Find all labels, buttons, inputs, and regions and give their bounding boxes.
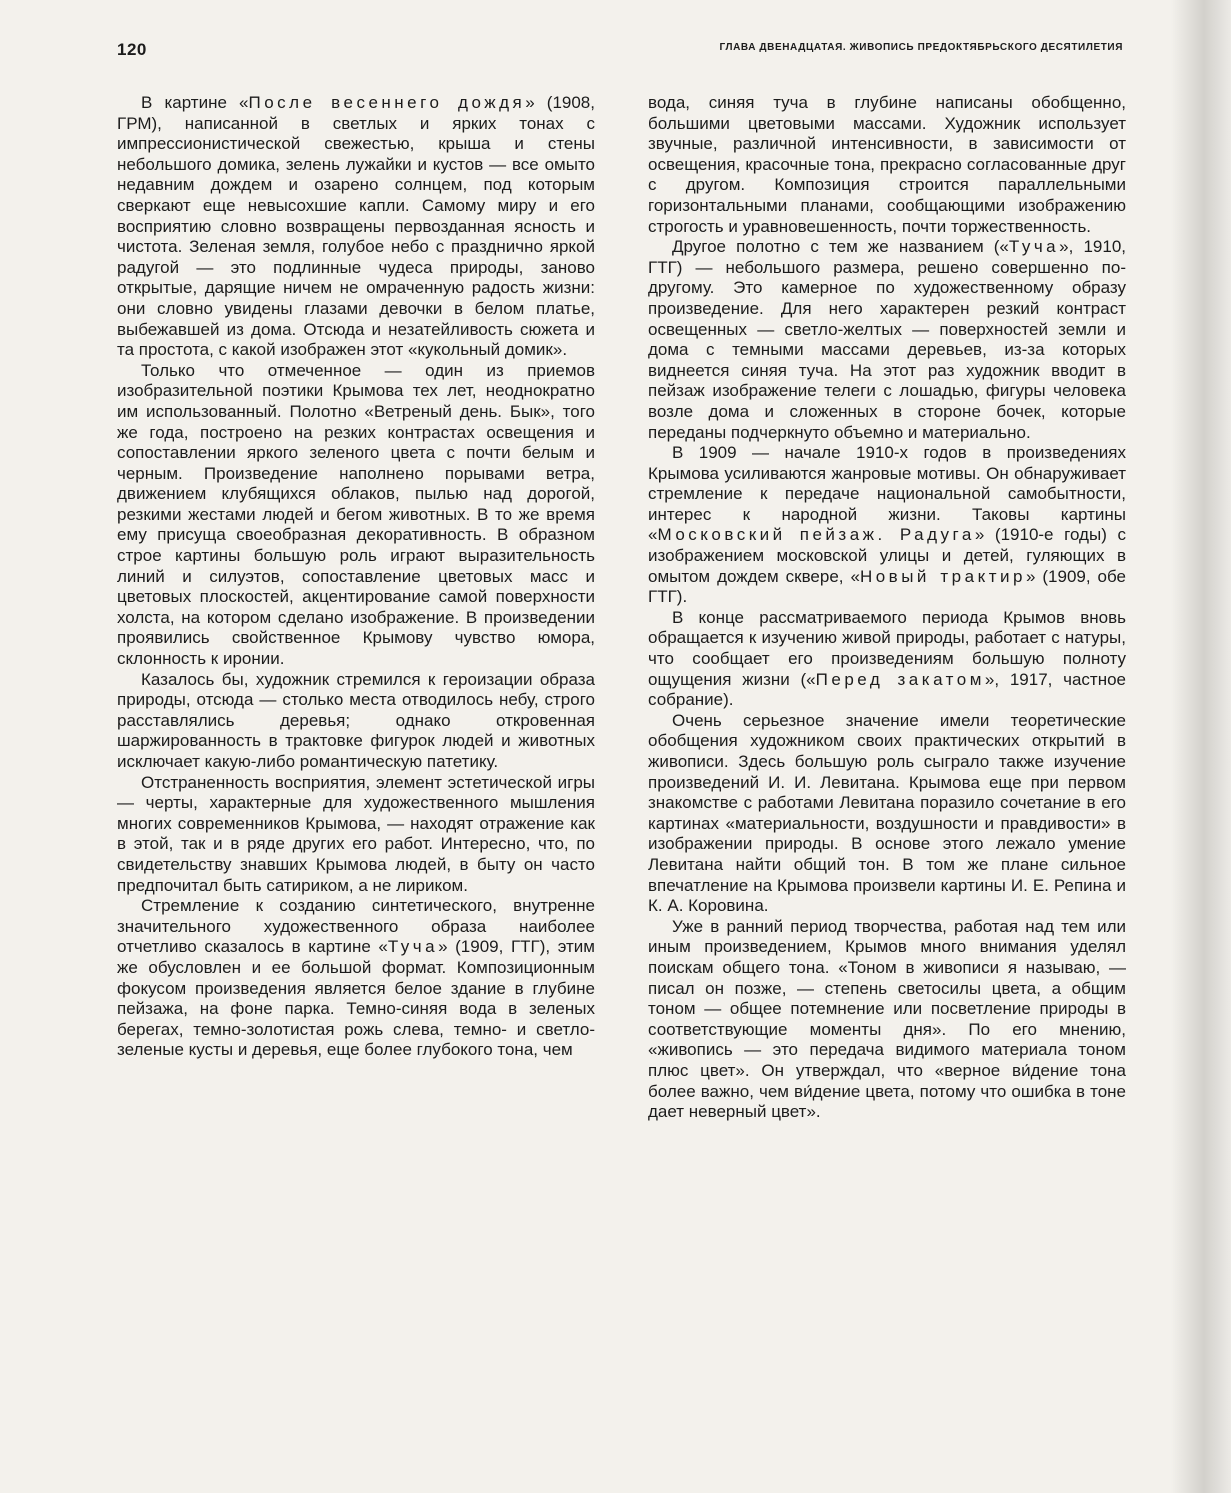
artwork-title: Московский пейзаж. Радуга: [657, 525, 975, 545]
text-run: », 1910, ГТГ) — небольшого размера, решено совершенно по-другому. Это камерное по художественному образу произведение. Для него характерен резкий контраст освещенных — светло-желтых — поверхностей земли и дома с темными массами деревьев, из-за которых виднеется синяя туча. На этот раз художник вводит в пейзаж изображение телеги с лошадью, фигуры человека возле дома и сложенных в стороне бочек, которые переданы подчеркнуто объемно и материально.: [648, 237, 1126, 442]
page-number: 120: [117, 40, 147, 59]
paragraph: Казалось бы, художник стремился к героизации образа природы, отсюда — столько места отводилось небу, строго расставлялись деревья; однако откровенная шаржированность в трактовке фигурок людей и животных исключает какую-либо романтическую патетику.: [117, 669, 595, 771]
chapter-title: ГЛАВА ДВЕНАДЦАТАЯ. ЖИВОПИСЬ ПРЕДОКТЯБРЬСКОГО ДЕСЯТИЛЕТИЯ: [719, 42, 1123, 53]
paragraph: [117, 93, 595, 361]
text-run: Другое полотно с тем же названием («: [672, 237, 1009, 257]
paragraph: [648, 237, 1126, 443]
text-run: Стремление к созданию синтетического, внутренне значительного художественного образа наиболее отчетливо сказалось в картине «: [117, 896, 595, 957]
text-run: » (1908, ГРМ), написанной в светлых и ярких тонах с импрессионистической свежестью, крыша и стены небольшого домика, зелень лужайки и кустов — все омыто недавним дождем и озарено солнцем, под которым сверкают еще невысохшие капли. Самому миру и его восприятию словно возвращены первозданная ясность и чистота. Зеленая земля, голубое небо с празднично яркой радугой — это подлинные чудеса природы, заново открытые, дарящие ничем не омраченную радость жизни: они словно увидены глазами девочки в белом платье, выбежавшей из дома. Отсюда и незатейливость сюжета и та простота, с какой изображен этот «кукольный домик».: [117, 93, 595, 360]
running-head: [117, 40, 1123, 64]
artwork-title: Туча: [1008, 237, 1060, 257]
left-column: [117, 93, 595, 1061]
text-run: » (1910-е годы) с изображением московской улицы и детей, гуляющих в омытом дождем сквере, «: [648, 525, 1126, 586]
paragraph: Уже в ранний период творчества, работая над тем или иным произведением, Крымов много внимания уделял поискам общего тона. «Тоном в живописи я называю, — писал он позже, — степень светосилы цвета, а общим тоном — общее потемнение или посветление природы в соответствующие моменты дня». По его мнению, «живопись — это передача видимого материала тоном плюс цвет». Он утверждал, что «верное ви́дение тона более важно, чем ви́дение цвета, потому что ошибка в тоне дает неверный цвет».: [648, 916, 1126, 1122]
text-run: В 1909 — начале 1910-х годов в произведениях Крымова усиливаются жанровые мотивы. Он обнаруживает стремление к передаче национальной самобытности, интерес к народной жизни. Таковы картины «: [648, 443, 1126, 545]
paragraph: [648, 443, 1126, 608]
text-run: » (1909, ГТГ), этим же обусловлен и ее большой формат. Композиционным фокусом произведения является белое здание в глубине пейзажа, на фоне парка. Темно-синяя вода в зеленых берегах, темно-золотистая рожь слева, темно- и светло-зеленые кусты и деревья, еще более глубокого тона, чем: [117, 937, 595, 1060]
paragraph: Только что отмеченное — один из приемов изобразительной поэтики Крымова тех лет, неоднократно им использованный. Полотно «Ветреный день. Бык», того же года, построено на резких контрастах освещения и сопоставлении яркого зеленого цвета с почти белым и черным. Произведение наполнено порывами ветра, движением клубящихся облаков, пылью над дорогой, резкими жестами людей и бегом животных. В то же время ему присуща своеобразная декоративность. В образном строе картины большую роль играют выразительность линий и силуэтов, сопоставление цветовых масс и цветовых плоскостей, акцентирование самой поверхности холста, на котором сделано изображение. В произведении проявились свойственное Крымову чувство юмора, склонность к иронии.: [117, 360, 595, 669]
text-run: В картине «: [141, 93, 249, 112]
text-run: В конце рассматриваемого периода Крымов вновь обращается к изучению живой природы, работает с натуры, что сообщает его произведениям большую полноту ощущения жизни («: [648, 607, 1126, 689]
paragraph: [117, 896, 595, 1061]
text-run: », 1917, частное собрание).: [648, 669, 1127, 710]
artwork-title: После весеннего дождя: [248, 93, 526, 112]
page-edge-shadow: [1171, 0, 1231, 1493]
paragraph: Отстраненность восприятия, элемент эстетической игры — черты, характерные для художественного мышления многих современников Крымова, — находят отражение как в этой, так и в ряде других его работ. Интересно, что, по свидетельству знавших Крымова людей, в быту он часто предпочитал быть сатириком, а не лириком.: [117, 772, 595, 895]
text-run: » (1909, обе ГТГ).: [648, 566, 1126, 607]
artwork-title: Перед закатом: [815, 669, 985, 689]
paragraph: Очень серьезное значение имели теоретические обобщения художником своих практических открытий в живописи. Здесь большую роль сыграло также изучение произведений И. И. Левитана. Крымова еще при первом знакомстве с работами Левитана поразило сочетание в его картинах «материальности, воздушности и правдивости» в изображении природы. В основе этого лежало умение Левитана найти общий тон. В том же плане сильное впечатление на Крымова произвели картины И. Е. Репина и К. А. Коровина.: [648, 710, 1126, 916]
right-column: [648, 93, 1126, 1123]
artwork-title: Новый трактир: [859, 566, 1026, 586]
paragraph: вода, синяя туча в глубине написаны обобщенно, большими цветовыми массами. Художник использует звучные, различной интенсивности, в зависимости от освещения, красочные тона, прекрасно согласованные друг с другом. Композиция строится параллельными горизонтальными планами, сообщающими изображению строгость и уравновешенность, почти торжественность.: [648, 93, 1126, 236]
paragraph: [648, 608, 1126, 711]
artwork-title: Туча: [387, 937, 439, 957]
